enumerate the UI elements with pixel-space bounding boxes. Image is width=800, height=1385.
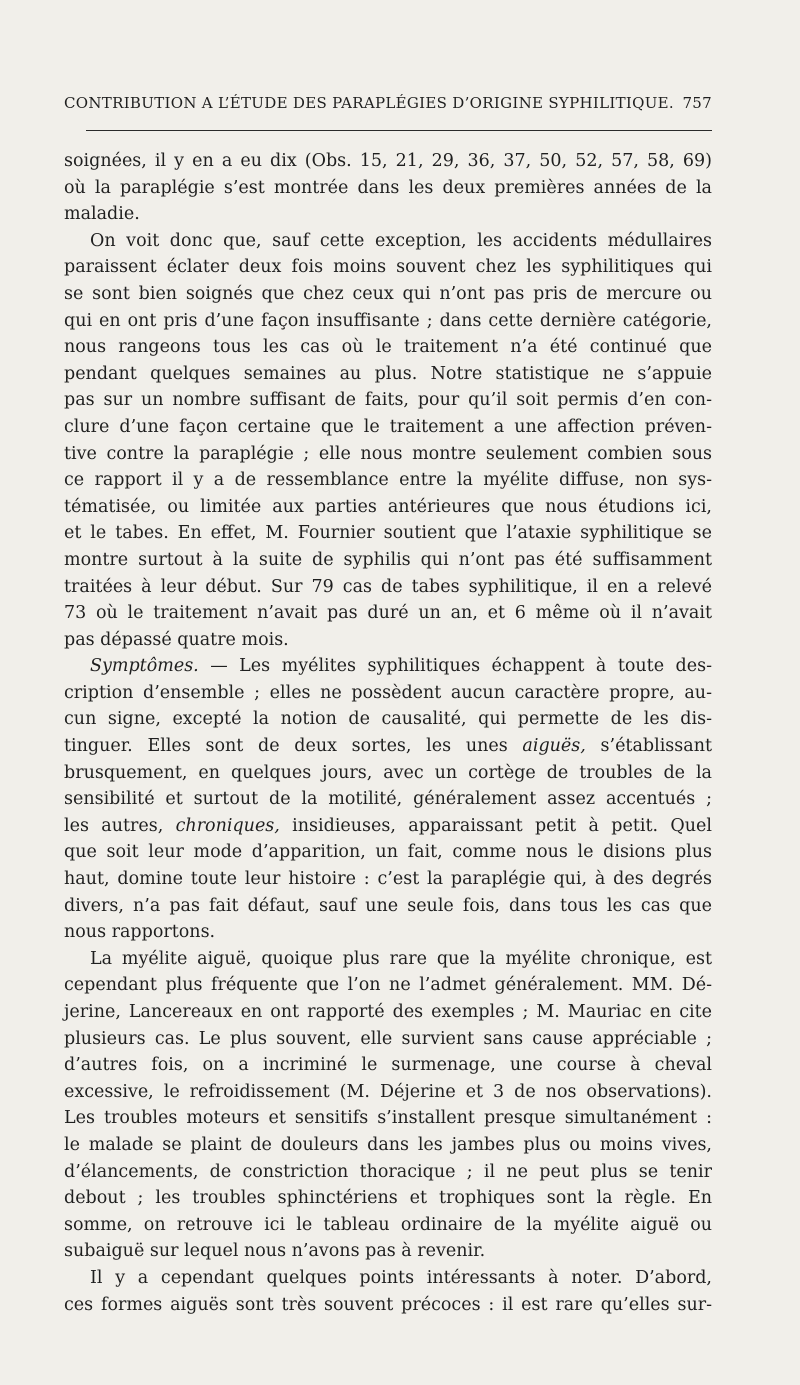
text-line: tive contre la paraplégie ; elle nous montre seulement combien sous	[64, 443, 712, 464]
paragraph-start: On voit donc que, sauf cette exception, les accidents médullaires	[90, 230, 712, 251]
text-fragment: insidieuses, apparaissant petit à petit. Quel	[279, 815, 712, 836]
text-line: paraissent éclater deux fois moins souvent chez les syphilitiques qui	[64, 257, 712, 278]
text-line: haut, domine toute leur histoire : c’est la paraplégie qui, à des degrés	[64, 869, 712, 890]
text-line: soignées, il y en a eu dix (Obs. 15, 21, 29, 36, 37, 50, 52, 57, 58, 69)	[64, 151, 712, 171]
text-line: debout ; les troubles sphinctériens et trophiques sont la règle. En	[64, 1188, 712, 1209]
section-heading-symptomes: Symptômes.	[90, 656, 199, 677]
text-line: tématisée, ou limitée aux parties antérieures que nous étudions ici,	[64, 496, 712, 517]
text-line: ce rapport il y a de ressemblance entre la myélite diffuse, non sys-	[64, 470, 712, 491]
text-line: ces formes aiguës sont très souvent précoces : il est rare qu’elles sur-	[64, 1294, 712, 1315]
text-line: Les troubles moteurs et sensitifs s’installent presque simultanément :	[64, 1108, 712, 1129]
text-fragment: — Les myélites syphilitiques échappent à toute des-	[198, 656, 712, 677]
page-number: 757	[682, 94, 712, 112]
text-line: qui en ont pris d’une façon insuffisante ; dans cette dernière catégorie,	[64, 310, 712, 331]
paragraph-start-symptomes	[64, 653, 712, 680]
paragraph-start: Il y a cependant quelques points intéressants à noter. D’abord,	[90, 1267, 712, 1288]
text-line: d’autres fois, on a incriminé le surmenage, une course à cheval	[64, 1055, 712, 1076]
text-line: 73 où le traitement n’avait pas duré un an, et 6 même où il n’avait	[64, 603, 712, 624]
running-header	[64, 94, 712, 116]
text-line: maladie.	[64, 204, 140, 225]
text-line	[64, 733, 712, 760]
text-line	[64, 813, 712, 840]
text-line: traitées à leur début. Sur 79 cas de tabes syphilitique, il en a relevé	[64, 576, 712, 597]
text-line: plusieurs cas. Le plus souvent, elle survient sans cause appréciable ;	[64, 1028, 712, 1049]
header-rule	[86, 130, 712, 131]
text-fragment: tinguer. Elles sont de deux sortes, les unes	[64, 736, 523, 757]
paragraph-start: La myélite aiguë, quoique plus rare que la myélite chronique, est	[90, 948, 712, 969]
text-line: clure d’une façon certaine que le traitement a une affection préven-	[64, 416, 712, 437]
italic-term-chroniques: chroniques,	[175, 815, 280, 836]
text-fragment: les autres,	[64, 815, 176, 836]
running-title: CONTRIBUTION A L’ÉTUDE DES PARAPLÉGIES D’ORIGINE SYPHILITIQUE.	[64, 94, 674, 112]
text-line: pas dépassé quatre mois.	[64, 629, 289, 650]
text-line: jerine, Lancereaux en ont rapporté des exemples ; M. Mauriac en cite	[64, 1002, 712, 1022]
text-line: le malade se plaint de douleurs dans les jambes plus ou moins vives,	[64, 1134, 712, 1155]
text-line: où la paraplégie s’est montrée dans les deux premières années de la	[64, 177, 712, 198]
text-line: cependant plus fréquente que l’on ne l’admet généralement. MM. Dé-	[64, 975, 712, 996]
text-fragment: s’établissant	[585, 736, 712, 757]
text-line: pendant quelques semaines au plus. Notre statistique ne s’appuie	[64, 363, 712, 384]
text-line: montre surtout à la suite de syphilis qui n’ont pas été suffisamment	[64, 549, 712, 570]
text-line: d’élancements, de constriction thoracique ; il ne peut plus se tenir	[64, 1161, 712, 1182]
italic-term-aigues: aiguës,	[522, 736, 586, 757]
text-line: brusquement, en quelques jours, avec un cortège de troubles de la	[64, 762, 712, 783]
text-line: somme, on retrouve ici le tableau ordinaire de la myélite aiguë ou	[64, 1214, 712, 1235]
text-line: sensibilité et surtout de la motilité, généralement assez accentués ;	[64, 789, 712, 810]
text-line: excessive, le refroidissement (M. Déjerine et 3 de nos observations).	[64, 1081, 712, 1102]
text-line: pas sur un nombre suffisant de faits, pour qu’il soit permis d’en con-	[64, 390, 712, 411]
text-line: subaiguë sur lequel nous n’avons pas à revenir.	[64, 1241, 486, 1262]
text-line: divers, n’a pas fait défaut, sauf une seule fois, dans tous les cas que	[64, 895, 712, 916]
text-line: cun signe, excepté la notion de causalité, qui permette de les dis-	[64, 709, 712, 730]
text-line: cription d’ensemble ; elles ne possèdent aucun caractère propre, au-	[64, 682, 712, 703]
body-text	[64, 148, 712, 1318]
text-line: nous rangeons tous les cas où le traitement n’a été continué que	[64, 337, 712, 358]
text-line: et le tabes. En effet, M. Fournier soutient que l’ataxie syphilitique se	[64, 523, 712, 544]
text-line: que soit leur mode d’apparition, un fait, comme nous le disions plus	[64, 842, 712, 863]
text-line: se sont bien soignés que chez ceux qui n’ont pas pris de mercure ou	[64, 283, 712, 304]
text-line: nous rapportons.	[64, 922, 216, 943]
